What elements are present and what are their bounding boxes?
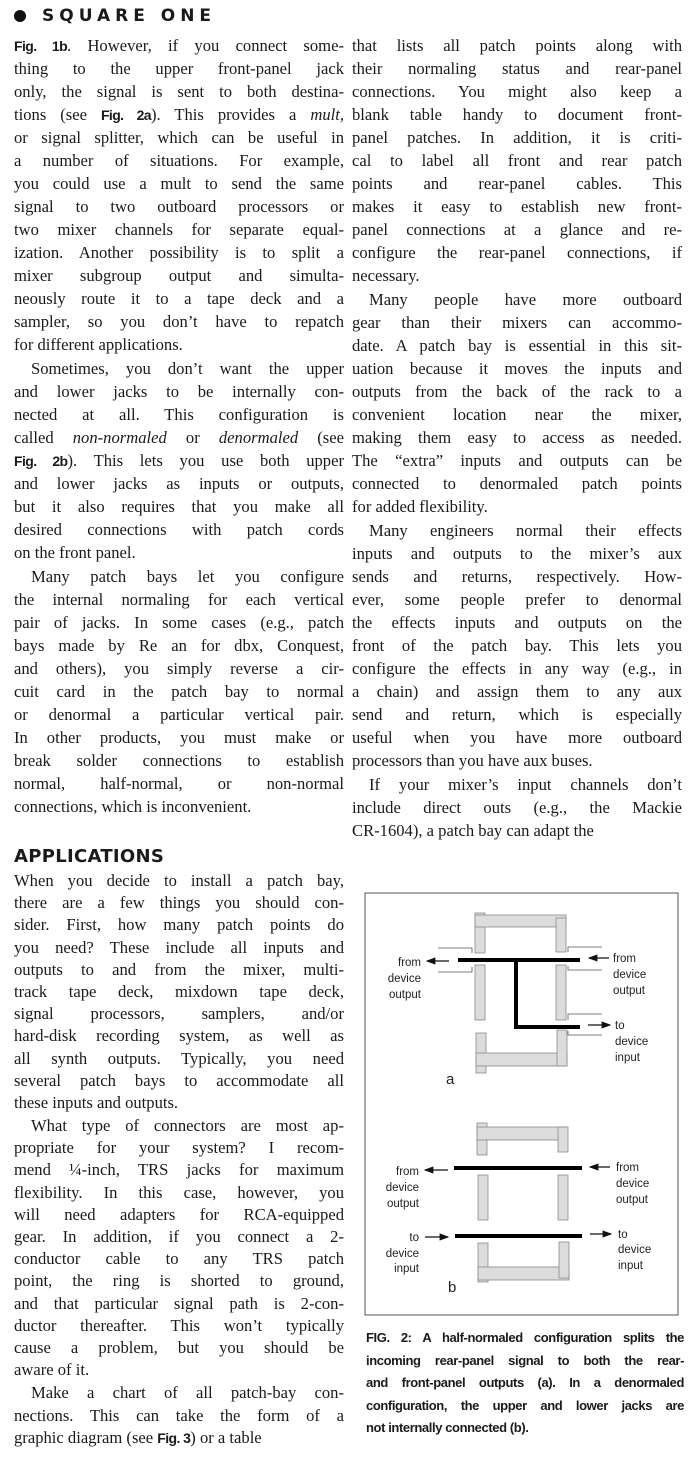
text-run: panel connections at a glance and re-: [352, 220, 682, 239]
text-run: ). This lets you use both upper: [67, 451, 344, 470]
figure-reference: Fig. 2a: [100, 107, 151, 123]
text-line: [14, 981, 344, 1003]
paragraph: [14, 1382, 344, 1449]
text-line: [14, 657, 344, 680]
applications-body: [14, 870, 344, 1450]
text-run: and lower jacks to be internally con-: [14, 382, 344, 401]
text-run: track tape deck, mixdown tape deck,: [14, 981, 344, 1001]
section-header: [14, 6, 216, 26]
text-run: send and return, which is especially: [352, 705, 682, 724]
text-run: Sometimes, you don’t want the upper: [31, 359, 344, 378]
text-run: (see: [298, 428, 344, 447]
text-run: all synth outputs. Typically, you need: [14, 1048, 344, 1068]
paragraph: [14, 870, 344, 1114]
text-run: you could use a mult to send the same: [14, 174, 344, 193]
text-line: [352, 426, 682, 449]
text-run: will need adapters for RCA-equipped: [14, 1204, 344, 1224]
text-line: [352, 495, 682, 518]
text-run: or signal splitter, which can be useful in: [14, 128, 344, 147]
text-line: [352, 57, 682, 80]
text-line: [352, 588, 682, 611]
text-line: [352, 611, 682, 634]
text-line: [352, 218, 682, 241]
text-line: [14, 1003, 344, 1025]
text-line: [14, 264, 344, 287]
jack-brackets-b: [477, 1123, 569, 1282]
text-line: [352, 172, 682, 195]
text-line: [14, 333, 344, 356]
text-line: [14, 149, 344, 172]
text-line: [352, 80, 682, 103]
text-line: [14, 937, 344, 959]
paragraph: [14, 34, 344, 356]
text-line: [14, 1159, 344, 1181]
svg-text:device: device: [385, 1248, 419, 1260]
text-run: connections. You might also keep a: [352, 82, 682, 101]
text-run: sampler, so you don’t have to repatch: [14, 312, 344, 331]
text-line: [14, 1182, 344, 1204]
text-line: [352, 773, 682, 796]
text-run: . However, if you connect some-: [67, 36, 344, 55]
text-line: [14, 1137, 344, 1159]
text-line: [14, 914, 344, 936]
text-line: [14, 1092, 344, 1114]
text-run: nected at all. This configuration is: [14, 405, 344, 424]
text-run: necessary.: [352, 266, 420, 285]
text-run: called: [14, 428, 73, 447]
text-run: signal to two outboard processors or: [14, 197, 344, 216]
text-line: [352, 126, 682, 149]
text-line: [14, 518, 344, 541]
text-run: In other products, you must make or: [14, 728, 344, 747]
text-run: or denormal a particular vertical pair.: [14, 705, 344, 724]
text-run: making them easy to access as needed.: [352, 428, 682, 447]
text-run: panel patches. In addition, it is criti-: [352, 128, 682, 147]
text-line: [14, 1427, 344, 1449]
text-line: [352, 565, 682, 588]
text-line: [352, 749, 682, 772]
text-run: graphic diagram (see: [14, 1427, 158, 1447]
svg-text:output: output: [616, 1194, 648, 1206]
text-line: [14, 1337, 344, 1359]
text-line: [14, 870, 344, 892]
paragraph: [14, 1115, 344, 1381]
text-run: normal, half-normal, or non-normal: [14, 774, 344, 793]
text-line: [352, 726, 682, 749]
text-run: ever, some people prefer to denormal: [352, 590, 682, 609]
text-run: inputs and outputs to the mixer’s aux: [352, 544, 682, 563]
text-run: connected to denormaled patch points: [352, 474, 682, 493]
text-line: [352, 103, 682, 126]
text-line: [352, 472, 682, 495]
text-line: [14, 218, 344, 241]
text-run: uation because it moves the inputs and: [352, 359, 682, 378]
text-line: [14, 57, 344, 80]
text-line: [14, 634, 344, 657]
figure-reference: Fig. 2b: [14, 453, 68, 469]
text-line: [352, 680, 682, 703]
figure-reference: Fig. 1b: [14, 38, 68, 54]
section-title: SQUARE ONE: [42, 6, 217, 26]
text-line: [352, 357, 682, 380]
figure-caption: [366, 1327, 684, 1440]
text-line: [14, 426, 344, 449]
text-run: for added flexibility.: [352, 497, 488, 516]
text-run: cuit card in the patch bay to normal: [14, 682, 344, 701]
text-run: only, the signal is sent to both destina-: [14, 82, 344, 101]
text-line: [14, 495, 344, 518]
svg-text:device: device: [387, 973, 421, 985]
text-run: flexibility. In this case, however, you: [14, 1182, 344, 1202]
text-line: [352, 241, 682, 264]
text-run: pair of jacks. In some cases (e.g., patch: [14, 613, 344, 632]
text-line: [14, 703, 344, 726]
text-run: and lower jacks as inputs or outputs,: [14, 474, 344, 493]
text-line: [14, 1115, 344, 1137]
panel-label-a: a: [446, 1071, 455, 1088]
text-run: ization. Another possibility is to split a: [14, 243, 344, 262]
text-line: [14, 449, 344, 472]
text-run: The “extra” inputs and outputs can be: [352, 451, 682, 470]
text-line: [14, 892, 344, 914]
caption-line: FIG. 2: A half-normaled configuration splits the: [366, 1330, 684, 1345]
fig-2-diagram: [360, 890, 690, 1320]
paragraph: [14, 565, 344, 818]
text-run: thing to the upper front-panel jack: [14, 59, 344, 78]
text-run: aware of it.: [14, 1360, 90, 1380]
text-run: these inputs and outputs.: [14, 1092, 179, 1112]
text-line: [14, 1025, 344, 1047]
text-line: [352, 264, 682, 287]
text-run: What type of connectors are most ap-: [31, 1116, 344, 1136]
jack-brackets-a: [475, 913, 567, 1073]
svg-text:from: from: [396, 1166, 419, 1178]
svg-text:device: device: [613, 969, 647, 981]
text-run: CR-1604), a patch bay can adapt the: [352, 821, 594, 840]
text-line: [14, 357, 344, 380]
text-line: [14, 403, 344, 426]
text-line: [352, 819, 682, 842]
caption-line: configuration, the upper and lower jacks are: [366, 1397, 684, 1413]
svg-text:to: to: [618, 1229, 628, 1241]
svg-text:output: output: [387, 1198, 419, 1210]
svg-text:device: device: [616, 1178, 650, 1190]
text-line: [14, 726, 344, 749]
text-run: Many patch bays let you configure: [31, 567, 344, 586]
text-line: [352, 796, 682, 819]
svg-text:from: from: [616, 1162, 639, 1174]
text-line: [14, 959, 344, 981]
text-run: gear. In addition, if you connect a 2-: [14, 1227, 344, 1246]
text-run: nections. This can take the form of a: [14, 1405, 344, 1425]
text-run: the internal normaling for each vertical: [14, 590, 344, 609]
text-run: two mixer channels for separate equal-: [14, 220, 344, 239]
paragraph: [352, 288, 682, 518]
text-line: [14, 126, 344, 149]
paragraph: [352, 773, 682, 842]
text-run: for different applications.: [14, 335, 183, 354]
svg-text:device: device: [385, 1182, 419, 1194]
text-run: neously route it to a tape deck and a: [14, 289, 344, 308]
text-line: [352, 542, 682, 565]
text-run: mixer subgroup output and simulta-: [14, 266, 344, 285]
text-run: gear than their mixers can accommo-: [352, 313, 682, 332]
text-line: [14, 80, 344, 103]
emphasis: non-normaled: [72, 428, 167, 447]
text-run: bays made by Re an for dbx, Conquest,: [14, 636, 344, 655]
text-run: cal to label all front and rear patch: [352, 151, 682, 170]
text-run: Make a chart of all patch-bay con-: [31, 1383, 344, 1403]
text-run: configure the effects in any way (e.g., in: [352, 659, 682, 678]
text-run: cause a problem, but you should be: [14, 1337, 344, 1357]
text-run: the effects inputs and outputs on the: [352, 613, 682, 632]
text-run: but it also requires that you make all: [14, 497, 344, 516]
text-line: [14, 1405, 344, 1427]
svg-text:input: input: [618, 1260, 643, 1272]
text-run: a chain) and assign them to any aux: [352, 682, 682, 701]
svg-text:input: input: [394, 1263, 419, 1275]
text-run: or: [166, 428, 219, 447]
text-run: tions (see: [14, 105, 101, 124]
text-run: points and rear-panel cables. This: [352, 174, 682, 193]
text-line: [14, 310, 344, 333]
text-line: [14, 1293, 344, 1315]
text-line: [14, 34, 344, 57]
right-column-body: [352, 34, 682, 843]
text-run: conductor cable to any TRS patch: [14, 1249, 344, 1269]
text-run: Many people have more outboard: [369, 290, 682, 309]
emphasis: mult,: [310, 105, 344, 124]
text-run: their normaling status and rear-panel: [352, 59, 682, 78]
text-run: outputs to and from the mixer, multi-: [14, 959, 344, 979]
text-run: that lists all patch points along with: [352, 36, 682, 55]
svg-text:to: to: [615, 1020, 625, 1032]
text-run: propriate for your system? I recom-: [14, 1138, 344, 1158]
arrows-a: [427, 958, 610, 1025]
text-line: [14, 1248, 344, 1270]
text-line: [14, 772, 344, 795]
text-run: ) or a table: [190, 1427, 262, 1447]
caption-line: and front-panel outputs (a). In a denormaled: [366, 1375, 684, 1391]
text-run: convenient location near the mixer,: [352, 405, 682, 424]
applications-heading: APPLICATIONS: [14, 846, 165, 867]
panel-label-b: b: [448, 1279, 457, 1296]
caption-line: incoming rear-panel signal to both the rear-: [366, 1352, 684, 1368]
text-run: outputs from the back of the rack to a: [352, 382, 682, 401]
text-run: sends and returns, respectively. How-: [352, 567, 682, 586]
text-line: [352, 449, 682, 472]
text-run: on the front panel.: [14, 543, 136, 562]
text-run: several patch bays to accommodate all: [14, 1070, 344, 1090]
text-run: useful when you have more outboard: [352, 728, 682, 747]
text-line: [352, 519, 682, 542]
text-run: a number of situations. For example,: [14, 151, 344, 170]
text-line: [14, 241, 344, 264]
figure-reference: Fig. 3: [157, 1429, 191, 1446]
svg-text:from: from: [613, 953, 636, 965]
text-line: [352, 334, 682, 357]
text-line: [14, 1226, 344, 1248]
arrows-b: [425, 1167, 611, 1237]
text-line: [352, 657, 682, 680]
svg-text:to: to: [409, 1232, 419, 1244]
text-line: [14, 795, 344, 818]
text-line: [14, 1204, 344, 1226]
text-run: If your mixer’s input channels don’t: [369, 775, 682, 794]
text-line: [352, 288, 682, 311]
text-line: [14, 1359, 344, 1381]
text-run: makes it easy to establish new front-: [352, 197, 682, 216]
text-run: mend ¼-inch, TRS jacks for maximum: [14, 1160, 344, 1180]
text-run: front of the patch bay. This lets you: [352, 636, 682, 655]
text-line: [14, 172, 344, 195]
emphasis: denormaled: [218, 428, 299, 447]
svg-text:device: device: [615, 1036, 649, 1048]
text-run: point, the ring is shorted to ground,: [14, 1271, 344, 1291]
text-line: [352, 195, 682, 218]
text-run: date. A patch bay is essential in this sit-: [352, 336, 682, 355]
text-line: [14, 472, 344, 495]
text-run: hard-disk recording system, as well as: [14, 1026, 344, 1046]
text-line: [14, 103, 344, 126]
text-line: [14, 565, 344, 588]
text-line: [352, 403, 682, 426]
text-line: [14, 680, 344, 703]
text-line: [14, 1048, 344, 1070]
left-column-body: [14, 34, 344, 819]
text-line: [14, 1270, 344, 1292]
text-line: [14, 1070, 344, 1092]
text-line: [14, 611, 344, 634]
text-run: blank table handy to document front-: [352, 105, 682, 124]
text-run: Many engineers normal their effects: [369, 521, 682, 540]
text-run: sider. First, how many patch points do: [14, 915, 344, 935]
paragraph: [352, 519, 682, 772]
caption-line: not internally connected (b).: [366, 1420, 529, 1436]
text-run: ductor thereafter. This won’t typically: [14, 1315, 344, 1335]
svg-text:from: from: [398, 957, 421, 969]
text-run: include direct outs (e.g., the Mackie: [352, 798, 682, 817]
text-line: [14, 541, 344, 564]
text-line: [352, 149, 682, 172]
text-line: [352, 634, 682, 657]
text-run: processors than you have aux buses.: [352, 751, 593, 770]
svg-text:input: input: [615, 1052, 640, 1064]
text-line: [14, 195, 344, 218]
text-line: [14, 1382, 344, 1404]
text-line: [14, 380, 344, 403]
text-run: desired connections with patch cords: [14, 520, 344, 539]
text-line: [352, 380, 682, 403]
bullet-icon: [14, 10, 26, 22]
paragraph: [352, 34, 682, 287]
text-line: [14, 588, 344, 611]
text-line: [352, 703, 682, 726]
text-run: and others), you simply reverse a cir-: [14, 659, 344, 678]
text-line: [14, 1315, 344, 1337]
text-run: you need? These include all inputs and: [14, 937, 344, 957]
text-run: When you decide to install a patch bay,: [14, 871, 344, 890]
text-run: break solder connections to establish: [14, 751, 344, 770]
text-run: signal processors, samplers, and/or: [14, 1004, 344, 1024]
svg-text:output: output: [389, 989, 421, 1001]
text-line: [14, 287, 344, 310]
paragraph: [14, 357, 344, 564]
text-line: [14, 749, 344, 772]
text-run: configure the rear-panel connections, if: [352, 243, 682, 262]
text-line: [352, 34, 682, 57]
svg-text:output: output: [613, 985, 645, 997]
text-line: [352, 311, 682, 334]
text-run: there are a few things you should con-: [14, 893, 344, 913]
text-run: and that particular signal path is 2-con-: [14, 1293, 344, 1313]
text-run: ). This provides a: [150, 105, 311, 124]
text-run: connections, which is inconvenient.: [14, 797, 252, 816]
svg-text:device: device: [618, 1244, 652, 1256]
